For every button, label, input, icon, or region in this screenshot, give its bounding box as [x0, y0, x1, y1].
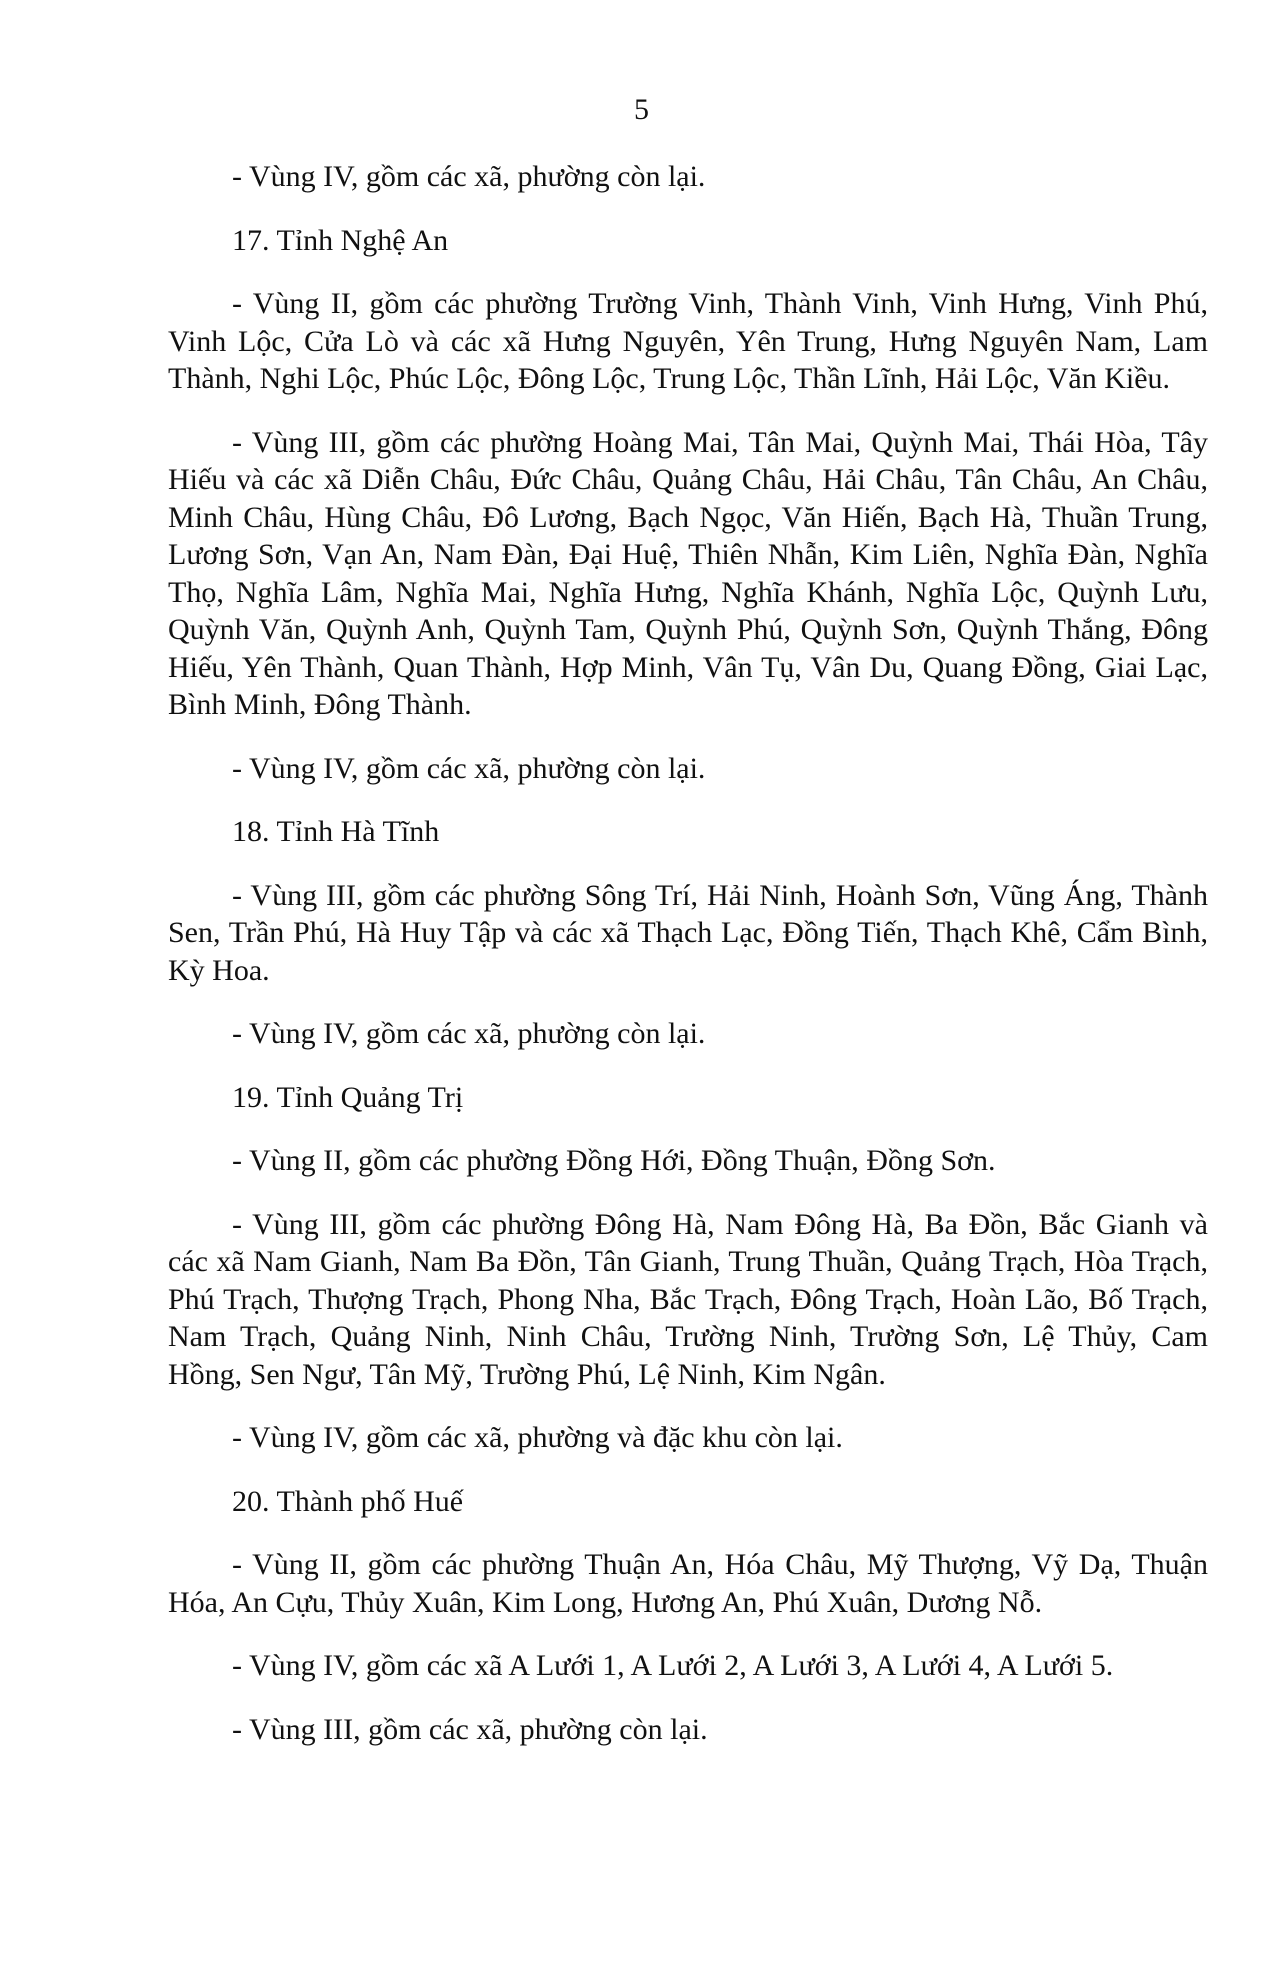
paragraph-quang-tri-region-iii: - Vùng III, gồm các phường Đông Hà, Nam Đông Hà, Ba Đồn, Bắc Gianh và các xã Nam Gianh, Nam Ba Đồn, Tân Gianh, Trung Thuần, Quảng Trạch, Hòa Trạch, Phú Trạch, Thượng Trạch, Phong Nha, Bắc Trạch, Đông Trạch, Hoàn Lão, Bố Trạch, Nam Trạch, Quảng Ninh, Ninh Châu, Trường Ninh, Trường Sơn, Lệ Thủy, Cam Hồng, Sen Ngư, Tân Mỹ, Trường Phú, Lệ Ninh, Kim Ngân. — [168, 1207, 1208, 1391]
paragraph-region-iv-remaining: - Vùng IV, gồm các xã, phường còn lại. — [232, 160, 706, 193]
section-heading-hue: 20. Thành phố Huế — [232, 1484, 464, 1518]
paragraph-hue-region-iv: - Vùng IV, gồm các xã A Lưới 1, A Lưới 2, A Lưới 3, A Lưới 4, A Lưới 5. — [232, 1649, 1114, 1682]
section-heading-nghe-an: 17. Tỉnh Nghệ An — [232, 223, 449, 257]
paragraph-quang-tri-region-iv: - Vùng IV, gồm các xã, phường và đặc khu còn lại. — [232, 1421, 843, 1454]
paragraph-hue-region-iii: - Vùng III, gồm các xã, phường còn lại. — [232, 1712, 708, 1746]
paragraph-nghe-an-region-ii: - Vùng II, gồm các phường Trường Vinh, Thành Vinh, Vinh Hưng, Vinh Phú, Vinh Lộc, Cửa Lò và các xã Hưng Nguyên, Yên Trung, Hưng Nguyên Nam, Lam Thành, Nghi Lộc, Phúc Lộc, Đông Lộc, Trung Lộc, Thần Lĩnh, Hải Lộc, Văn Kiều. — [168, 287, 1208, 395]
paragraph-nghe-an-region-iv: - Vùng IV, gồm các xã, phường còn lại. — [232, 751, 706, 785]
paragraph-nghe-an-region-iii: - Vùng III, gồm các phường Hoàng Mai, Tân Mai, Quỳnh Mai, Thái Hòa, Tây Hiếu và các xã Diễn Châu, Đức Châu, Quảng Châu, Hải Châu, Tân Châu, An Châu, Minh Châu, Hùng Châu, Đô Lương, Bạch Ngọc, Văn Hiến, Bạch Hà, Thuần Trung, Lương Sơn, Vạn An, Nam Đàn, Đại Huệ, Thiên Nhẫn, Kim Liên, Nghĩa Đàn, Nghĩa Thọ, Nghĩa Lâm, Nghĩa Mai, Nghĩa Hưng, Nghĩa Khánh, Nghĩa Lộc, Quỳnh Lưu, Quỳnh Văn, Quỳnh Anh, Quỳnh Tam, Quỳnh Phú, Quỳnh Sơn, Quỳnh Thắng, Đông Hiếu, Yên Thành, Quan Thành, Hợp Minh, Vân Tụ, Vân Du, Quang Đồng, Giai Lạc, Bình Minh, Đông Thành. — [168, 425, 1208, 721]
paragraph-ha-tinh-region-iii: - Vùng III, gồm các phường Sông Trí, Hải Ninh, Hoành Sơn, Vũng Áng, Thành Sen, Trần Phú, Hà Huy Tập và các xã Thạch Lạc, Đồng Tiến, Thạch Khê, Cẩm Bình, Kỳ Hoa. — [168, 878, 1208, 987]
page-number: 5 — [634, 93, 649, 126]
paragraph-quang-tri-region-ii: - Vùng II, gồm các phường Đồng Hới, Đồng Thuận, Đồng Sơn. — [232, 1144, 996, 1177]
document-body — [168, 158, 1208, 1774]
paragraph-ha-tinh-region-iv: - Vùng IV, gồm các xã, phường còn lại. — [232, 1017, 706, 1050]
section-heading-quang-tri: 19. Tỉnh Quảng Trị — [232, 1080, 464, 1114]
paragraph-hue-region-ii: - Vùng II, gồm các phường Thuận An, Hóa Châu, Mỹ Thượng, Vỹ Dạ, Thuận Hóa, An Cựu, Thủy Xuân, Kim Long, Hương An, Phú Xuân, Dương Nỗ. — [168, 1548, 1208, 1619]
section-heading-ha-tinh: 18. Tỉnh Hà Tĩnh — [232, 815, 440, 848]
